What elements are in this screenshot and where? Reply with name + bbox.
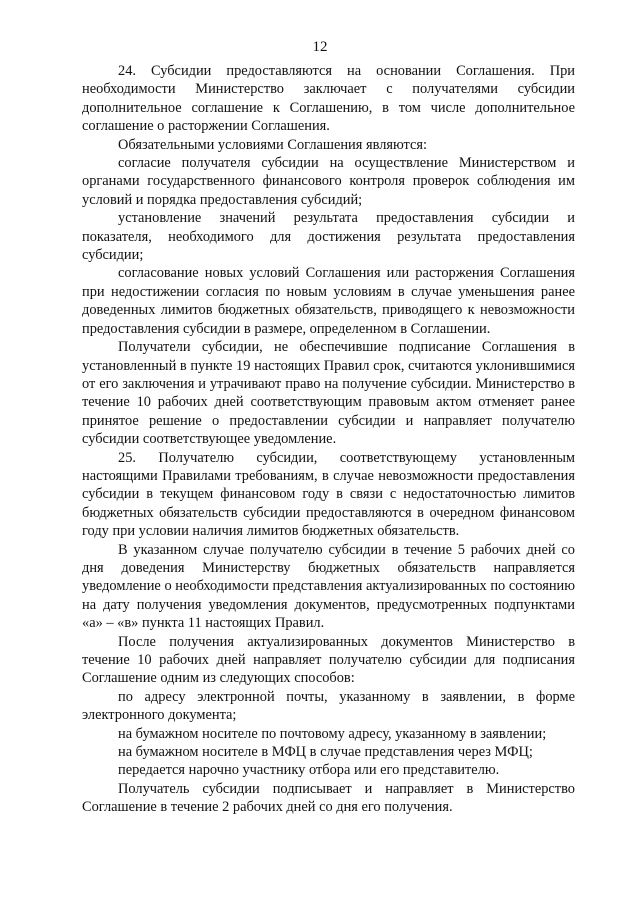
paragraph-condition-new-terms: согласование новых условий Соглашения или расторжения Соглашения при недостижении согласия по новым условиям в случае уменьшения ранее доведенных лимитов бюджетных обязательств, приводящего к невозможности предоставления субсидии в размере, определенном в Соглашении. <box>82 265 575 337</box>
paragraph-method-email: по адресу электронной почты, указанному в заявлении, в форме электронного документа; <box>82 688 575 724</box>
paragraph-24-intro: 24. Субсидии предоставляются на основании Соглашения. При необходимости Министерство заключает с получателями субсидии дополнительное соглашение к Соглашению, в том числе дополнительное соглашение о расторжении Соглашения. <box>82 63 575 135</box>
paragraph-method-mfc: на бумажном носителе в МФЦ в случае представления через МФЦ; <box>118 744 533 761</box>
document-body <box>82 62 575 817</box>
paragraph-mandatory-conditions: Обязательными условиями Соглашения являются: <box>118 136 428 153</box>
paragraph-method-post: на бумажном носителе по почтовому адресу, указанному в заявлении; <box>118 725 547 742</box>
paragraph-25-next-year: 25. Получателю субсидии, соответствующему установленным настоящими Правилами требованиям, в случае невозможности предоставления субсидии в текущем финансовом году в связи с недостаточностью лимитов бюджетных обязательств субсидии предоставляются в очередном финансовом году при условии наличия лимитов бюджетных обязательств. <box>82 449 575 540</box>
paragraph-method-courier: передается нарочно участнику отбора или его представителю. <box>118 762 500 779</box>
paragraph-condition-consent: согласие получателя субсидии на осуществление Министерством и органами государственного финансового контроля проверок соблюдения им условий и порядка предоставления субсидий; <box>82 155 575 208</box>
paragraph-sending-methods: После получения актуализированных документов Министерство в течение 10 рабочих дней направляет получателю субсидии для подписания Соглашение одним из следующих способов: <box>82 633 575 687</box>
paragraph-notification: В указанном случае получателю субсидии в течение 5 рабочих дней со дня доведения Министерству бюджетных обязательств направляется уведомление о необходимости представления актуализированных по состоянию на дату получения уведомления документов, предусмотренных подпунктами «а» – «в» пункта 11 настоящих Правил. <box>82 541 575 632</box>
page-number: 12 <box>312 39 328 55</box>
paragraph-evasion: Получатели субсидии, не обеспечившие подписание Соглашения в установленный в пункте 19 настоящих Правил срок, считаются уклонившимися от его заключения и утрачивают право на получение субсидии. Министерство в течение 10 рабочих дней соответствующим правовым актом отменяет ранее принятое решение о предоставлении субсидии и направляет получателю субсидии соответствующее уведомление. <box>82 339 575 448</box>
paragraph-condition-result-values: установление значений результата предоставления субсидии и показателя, необходимого для достижения результата предоставления субсидии; <box>82 210 575 264</box>
paragraph-signing: Получатель субсидии подписывает и направляет в Министерство Соглашение в течение 2 рабочих дней со дня его получения. <box>82 780 575 816</box>
